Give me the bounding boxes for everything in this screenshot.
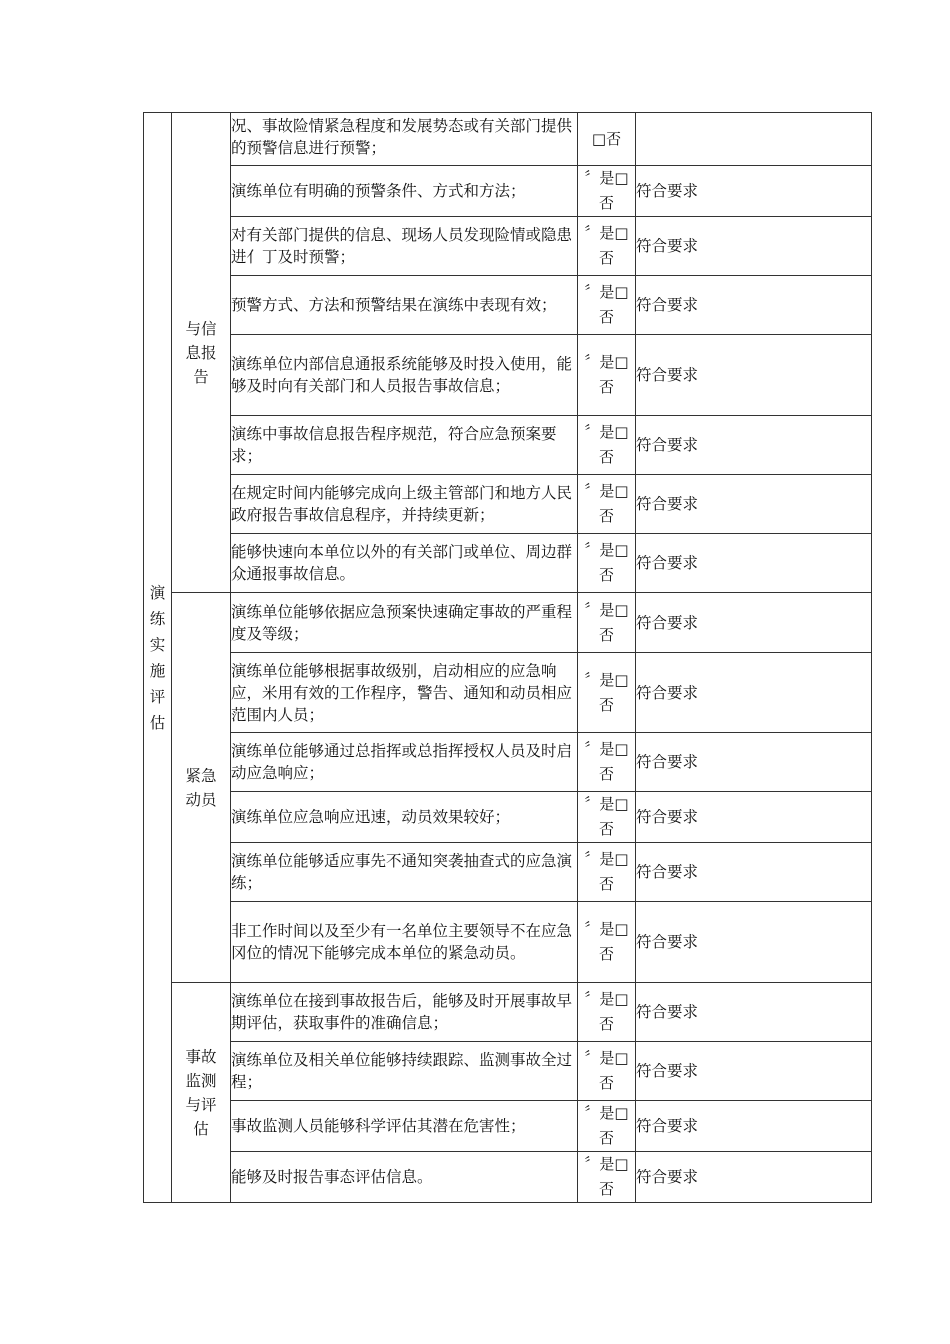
check-text: 〞是□否 [584, 169, 629, 212]
check-cell [578, 843, 636, 902]
item-cell [231, 1152, 578, 1203]
table-row [144, 276, 872, 335]
item-text: 演练单位内部信息通报系统能够及时投入使用，能够及时向有关部门和人员报告事故信息； [231, 355, 573, 395]
item-text: 非工作时间以及至少有一名单位主要领导不在应急冈位的情况下能够完成本单位的紧急动员。 [231, 922, 573, 962]
item-cell [231, 1042, 578, 1101]
category-label: 事故监测与评估 [185, 1047, 217, 1138]
result-cell [636, 902, 872, 983]
check-cell [578, 166, 636, 217]
check-cell [578, 335, 636, 416]
result-text: 符合要求 [636, 1168, 699, 1186]
result-cell [636, 113, 872, 166]
result-text: 符合要求 [636, 808, 699, 826]
check-cell [578, 1152, 636, 1203]
result-cell [636, 653, 872, 733]
result-text: 符合要求 [636, 933, 699, 951]
check-cell [578, 217, 636, 276]
item-text: 演练单位能够根据事故级别，启动相应的应急响应，米用有效的工作程序，警告、通知和动员相应范围内人员； [231, 661, 573, 724]
table-row [144, 475, 872, 534]
item-text: 能够快速向本单位以外的有关部门或单位、周边群众通报事故信息。 [231, 543, 573, 583]
item-text: 演练单位能够适应事先不通知突袭抽查式的应急演练； [231, 852, 573, 892]
result-cell [636, 593, 872, 653]
check-text: □否 [591, 130, 622, 148]
check-cell [578, 792, 636, 843]
item-cell [231, 792, 578, 843]
item-cell [231, 1101, 578, 1152]
item-text: 演练单位有明确的预警条件、方式和方法； [231, 182, 526, 200]
check-text: 〞是□否 [584, 990, 629, 1033]
category-cell [172, 113, 231, 593]
table-row [144, 166, 872, 217]
item-text: 演练单位及相关单位能够持续跟踪、监测事故全过程； [231, 1051, 573, 1091]
result-text: 符合要求 [636, 296, 699, 314]
check-text: 〞是□否 [584, 541, 629, 584]
item-cell [231, 335, 578, 416]
check-cell [578, 983, 636, 1042]
result-text: 符合要求 [636, 1062, 699, 1080]
result-cell [636, 534, 872, 593]
check-cell [578, 416, 636, 475]
check-cell [578, 1101, 636, 1152]
check-text: 〞是□否 [584, 1049, 629, 1092]
table-row [144, 416, 872, 475]
item-cell [231, 733, 578, 792]
item-text: 演练单位在接到事故报告后，能够及时开展事故早期评估，获取事件的准确信息； [231, 992, 573, 1032]
item-cell [231, 653, 578, 733]
result-text: 符合要求 [636, 1117, 699, 1135]
item-cell [231, 534, 578, 593]
result-cell [636, 792, 872, 843]
table-row [144, 843, 872, 902]
check-text: 〞是□否 [584, 482, 629, 525]
item-text: 演练单位能够通过总指挥或总指挥授权人员及时启动应急响应； [231, 742, 573, 782]
result-cell [636, 276, 872, 335]
result-cell [636, 983, 872, 1042]
category-label: 紧急动员 [185, 766, 217, 809]
result-text: 符合要求 [636, 863, 699, 881]
check-text: 〞是□否 [584, 423, 629, 466]
result-text: 符合要求 [636, 237, 699, 255]
item-cell [231, 593, 578, 653]
check-text: 〞是□否 [584, 740, 629, 783]
result-text: 符合要求 [636, 753, 699, 771]
table-row [144, 902, 872, 983]
table-row [144, 1101, 872, 1152]
check-text: 〞是□否 [584, 920, 629, 963]
item-cell [231, 416, 578, 475]
check-cell [578, 1042, 636, 1101]
item-text: 对有关部门提供的信息、现场人员发现险情或隐患进亻丁及时预警； [231, 226, 573, 266]
check-cell [578, 653, 636, 733]
item-text: 演练单位能够依据应急预案快速确定事故的严重程度及等级； [231, 602, 573, 643]
check-text: 〞是□否 [584, 353, 629, 396]
item-text: 演练单位应急响应迅速，动员效果较好； [231, 808, 511, 826]
check-cell [578, 902, 636, 983]
table-row [144, 534, 872, 593]
check-text: 〞是□否 [584, 850, 629, 893]
result-cell [636, 1152, 872, 1203]
check-text: 〞是□否 [584, 1155, 629, 1198]
category-cell [172, 983, 231, 1203]
table-row [144, 593, 872, 653]
result-text: 符合要求 [636, 683, 699, 702]
check-cell [578, 475, 636, 534]
table-row [144, 217, 872, 276]
result-text: 符合要求 [636, 495, 699, 513]
table-row [144, 653, 872, 733]
check-text: 〞是□否 [584, 600, 629, 644]
stage-label: 演练实施评估 [149, 583, 166, 732]
table-row [144, 792, 872, 843]
result-cell [636, 475, 872, 534]
check-cell [578, 276, 636, 335]
table-row [144, 113, 872, 166]
item-cell [231, 276, 578, 335]
table-row [144, 335, 872, 416]
evaluation-table [143, 112, 872, 1203]
result-cell [636, 335, 872, 416]
category-label: 与信息报告 [185, 319, 217, 386]
table-row [144, 1152, 872, 1203]
check-cell [578, 593, 636, 653]
item-text: 预警方式、方法和预警结果在演练中表现有效； [231, 296, 557, 314]
item-text: 在规定时间内能够完成向上级主管部门和地方人民政府报告事故信息程序，并持续更新； [231, 484, 573, 524]
table-row [144, 733, 872, 792]
result-cell [636, 1101, 872, 1152]
result-cell [636, 217, 872, 276]
check-text: 〞是□否 [584, 795, 629, 838]
result-text: 符合要求 [636, 436, 699, 454]
item-cell [231, 902, 578, 983]
stage-cell [144, 113, 172, 1203]
result-cell [636, 416, 872, 475]
item-cell [231, 166, 578, 217]
check-text: 〞是□否 [584, 670, 629, 714]
item-text: 演练中事故信息报告程序规范，符合应急预案要求； [231, 425, 557, 465]
item-cell [231, 113, 578, 166]
result-text: 符合要求 [636, 1003, 699, 1021]
item-text: 能够及时报告事态评估信息。 [231, 1168, 433, 1186]
check-text: 〞是□否 [584, 1104, 629, 1147]
item-cell [231, 217, 578, 276]
category-cell [172, 593, 231, 983]
item-text: 事故监测人员能够科学评估其潜在危害性； [231, 1117, 526, 1135]
check-cell [578, 733, 636, 792]
check-cell [578, 113, 636, 166]
result-cell [636, 843, 872, 902]
result-cell [636, 733, 872, 792]
table-row [144, 983, 872, 1042]
result-text: 符合要求 [636, 182, 699, 200]
result-text: 符合要求 [636, 554, 699, 572]
result-text: 符合要求 [636, 366, 699, 384]
check-cell [578, 534, 636, 593]
check-text: 〞是□否 [584, 224, 629, 267]
result-cell [636, 1042, 872, 1101]
item-cell [231, 983, 578, 1042]
table-row [144, 1042, 872, 1101]
item-cell [231, 843, 578, 902]
item-cell [231, 475, 578, 534]
result-cell [636, 166, 872, 217]
check-text: 〞是□否 [584, 283, 629, 326]
result-text: 符合要求 [636, 613, 699, 632]
item-text: 况、事故险情紧急程度和发展势态或有关部门提供的预警信息进行预警； [231, 117, 573, 157]
